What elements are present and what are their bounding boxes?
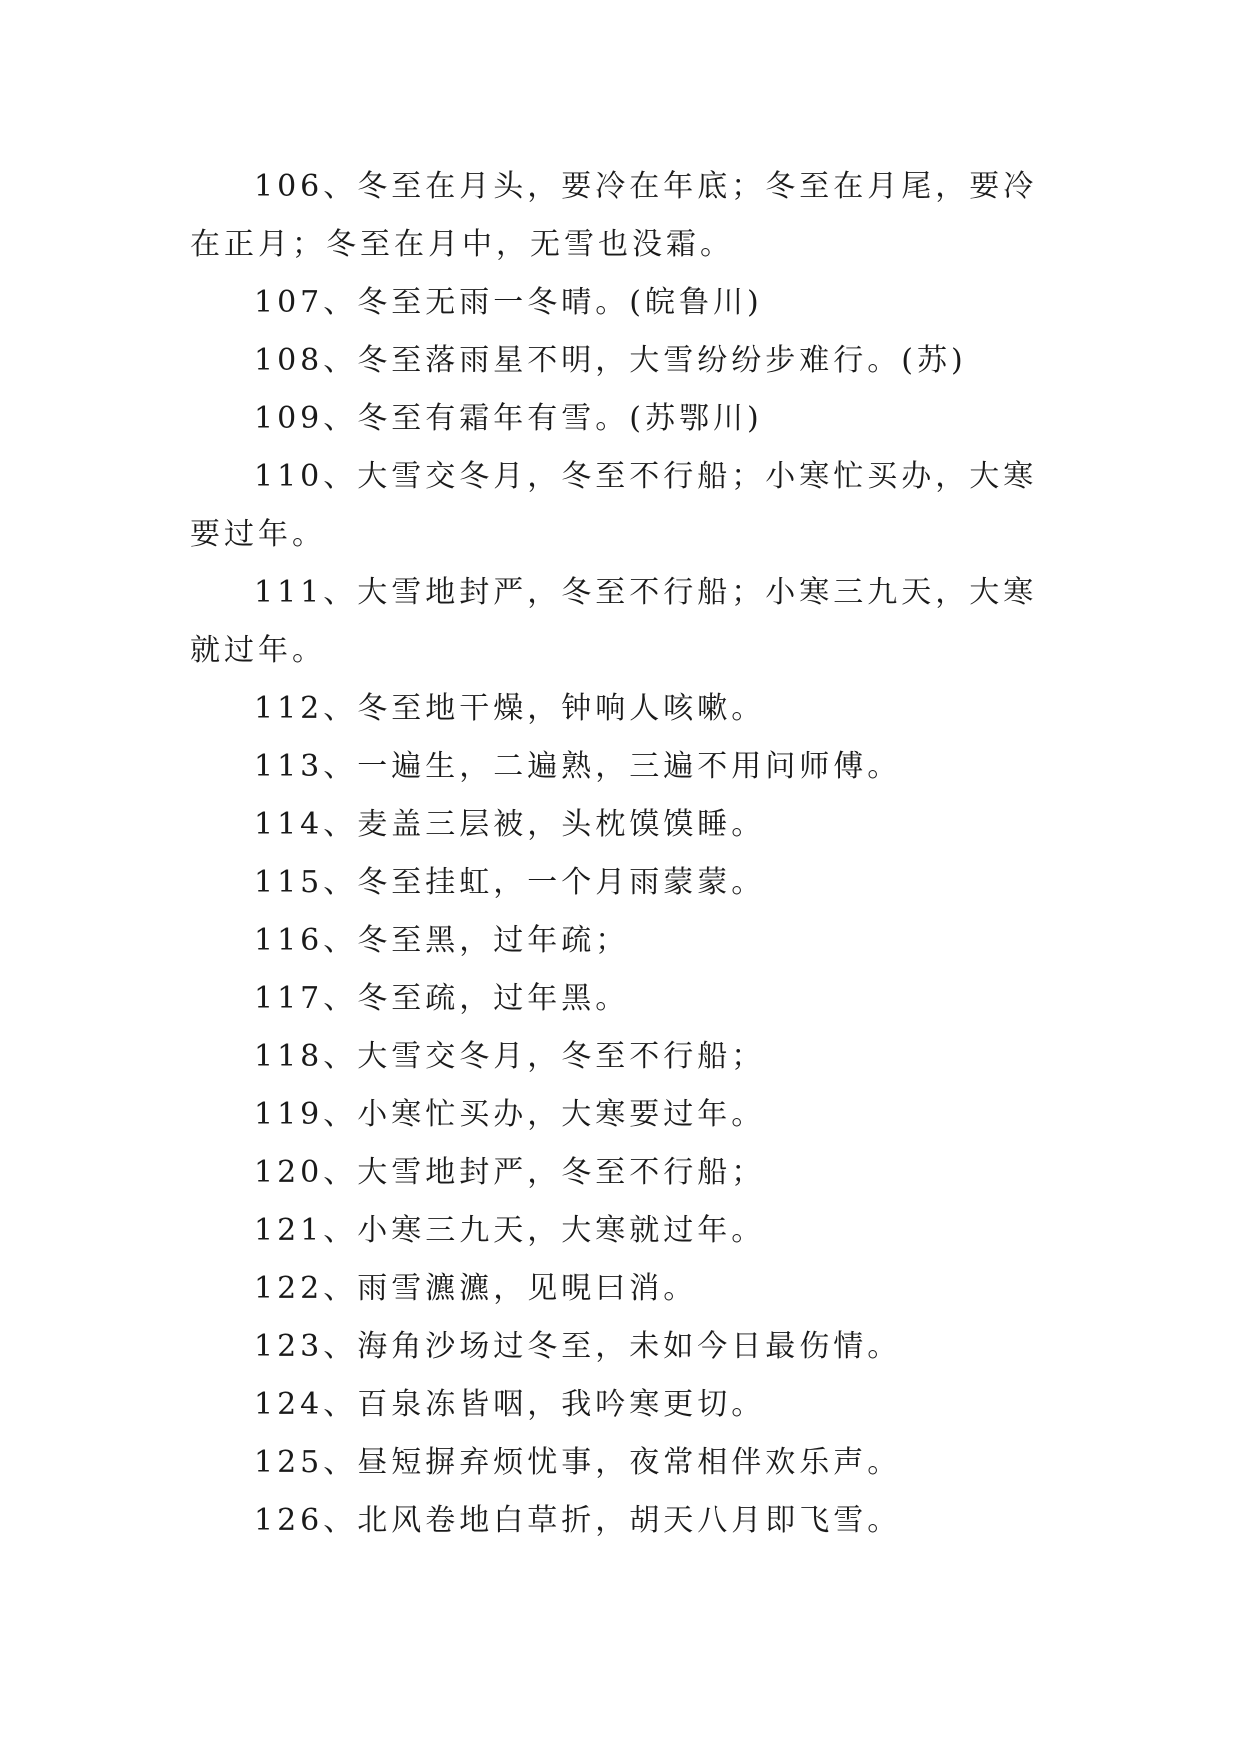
paragraph-126: 126、北风卷地白草折，胡天八月即飞雪。 — [254, 1503, 902, 1538]
paragraph-122: 122、雨雪瀌瀌，见晛曰消。 — [254, 1271, 698, 1306]
paragraph-115: 115、冬至挂虹，一个月雨蒙蒙。 — [254, 865, 766, 900]
paragraph-125: 125、昼短摒弃烦忧事，夜常相伴欢乐声。 — [254, 1445, 902, 1480]
paragraph-114: 114、麦盖三层被，头枕馍馍睡。 — [254, 807, 766, 842]
paragraph-116: 116、冬至黑，过年疏； — [254, 923, 630, 958]
paragraph-106: 106、冬至在月头，要冷在年底；冬至在月尾，要冷在正月；冬至在月中，无雪也没霜。 — [190, 169, 1038, 262]
paragraph-112: 112、冬至地干燥，钟响人咳嗽。 — [254, 691, 766, 726]
paragraph-109: 109、冬至有霜年有雪。(苏鄂川) — [254, 401, 763, 436]
paragraph-110: 110、大雪交冬月，冬至不行船；小寒忙买办，大寒要过年。 — [190, 459, 1038, 552]
paragraph-120: 120、大雪地封严，冬至不行船； — [254, 1155, 766, 1190]
paragraph-123: 123、海角沙场过冬至，未如今日最伤情。 — [254, 1329, 902, 1364]
paragraph-124: 124、百泉冻皆咽，我吟寒更切。 — [254, 1387, 766, 1422]
paragraph-121: 121、小寒三九天，大寒就过年。 — [254, 1213, 766, 1248]
paragraph-108: 108、冬至落雨星不明，大雪纷纷步难行。(苏) — [254, 343, 967, 378]
paragraph-118: 118、大雪交冬月，冬至不行船； — [254, 1039, 766, 1074]
paragraph-111: 111、大雪地封严，冬至不行船；小寒三九天，大寒就过年。 — [190, 575, 1038, 668]
paragraph-119: 119、小寒忙买办，大寒要过年。 — [254, 1097, 766, 1132]
paragraph-107: 107、冬至无雨一冬晴。(皖鲁川) — [254, 285, 763, 320]
paragraph-113: 113、一遍生，二遍熟，三遍不用问师傅。 — [254, 749, 902, 784]
document-body — [190, 158, 1052, 1550]
paragraph-117: 117、冬至疏，过年黑。 — [254, 981, 630, 1016]
